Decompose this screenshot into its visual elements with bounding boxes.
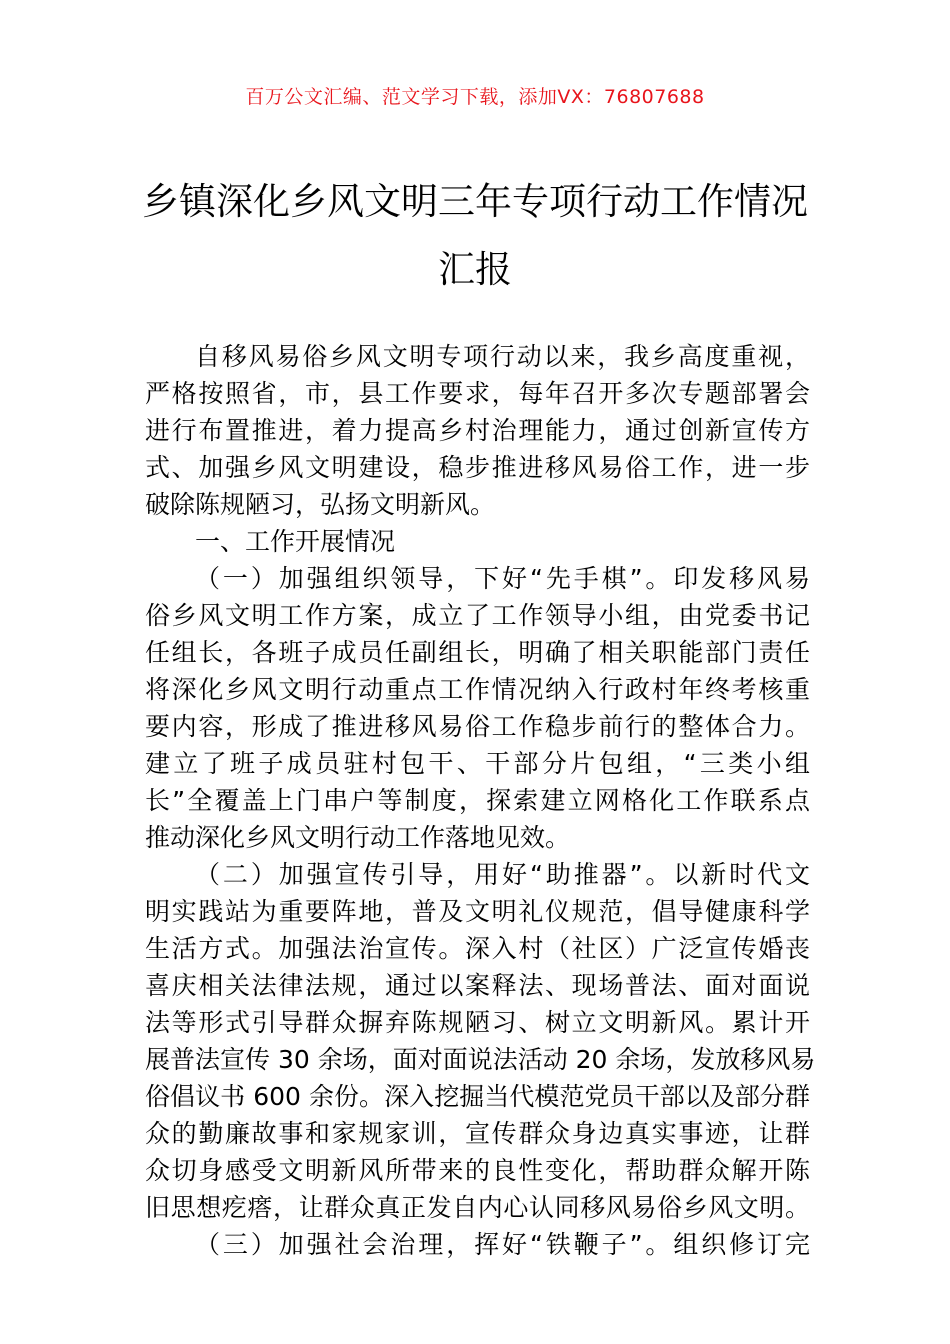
body-line: 俗倡议书 600 余份。深入挖掘当代模范党员干部以及部分群: [145, 1082, 810, 1111]
body-line: 旧思想疙瘩，让群众真正发自内心认同移风易俗乡风文明。: [145, 1193, 810, 1222]
body-line: 任组长，各班子成员任副组长，明确了相关职能部门责任: [145, 638, 810, 667]
body-line: 进行布置推进，着力提高乡村治理能力，通过创新宣传方: [145, 416, 810, 445]
subsection-heading-line: （二）加强宣传引导，用好“助推器”。以新时代文: [195, 860, 810, 889]
body-line: 自移风易俗乡风文明专项行动以来，我乡高度重视，: [195, 342, 810, 371]
body-line: 生活方式。加强法治宣传。深入村（社区）广泛宣传婚丧: [145, 934, 810, 963]
body-line: 法等形式引导群众摒弃陈规陋习、树立文明新风。累计开: [145, 1008, 810, 1037]
promo-banner: 百万公文汇编、范文学习下载，添加VX：76807688: [245, 86, 705, 108]
body-line: 式、加强乡风文明建设，稳步推进移风易俗工作，进一步: [145, 453, 810, 482]
document-title-line-1: 乡镇深化乡风文明三年专项行动工作情况: [142, 180, 808, 223]
body-line: 推动深化乡风文明行动工作落地见效。: [145, 823, 571, 852]
body-line: 展普法宣传 30 余场，面对面说法活动 20 余场，发放移风易: [145, 1045, 816, 1074]
body-line: 长”全覆盖上门串户等制度，探索建立网格化工作联系点: [145, 786, 810, 815]
subsection-heading-line: （三）加强社会治理，挥好“铁鞭子”。组织修订完: [195, 1230, 810, 1259]
document-body: [145, 338, 816, 1263]
body-line: 喜庆相关法律法规，通过以案释法、现场普法、面对面说: [145, 971, 810, 1000]
body-line: 要内容，形成了推进移风易俗工作稳步前行的整体合力。: [145, 712, 810, 741]
subsection-heading-line: （一）加强组织领导，下好“先手棋”。印发移风易: [195, 564, 810, 593]
body-line: 将深化乡风文明行动重点工作情况纳入行政村年终考核重: [145, 675, 810, 704]
body-line: 破除陈规陋习，弘扬文明新风。: [145, 490, 496, 519]
section-heading: 一、工作开展情况: [195, 527, 396, 556]
document-title-line-2: 汇报: [438, 248, 512, 291]
body-line: 众的勤廉故事和家规家训，宣传群众身边真实事迹，让群: [145, 1119, 810, 1148]
body-line: 严格按照省，市，县工作要求，每年召开多次专题部署会: [145, 379, 810, 408]
body-line: 俗乡风文明工作方案，成立了工作领导小组，由党委书记: [145, 601, 810, 630]
body-line: 建立了班子成员驻村包干、干部分片包组，“三类小组: [145, 749, 810, 778]
body-line: 明实践站为重要阵地，普及文明礼仪规范，倡导健康科学: [145, 897, 810, 926]
body-line: 众切身感受文明新风所带来的良性变化，帮助群众解开陈: [145, 1156, 810, 1185]
